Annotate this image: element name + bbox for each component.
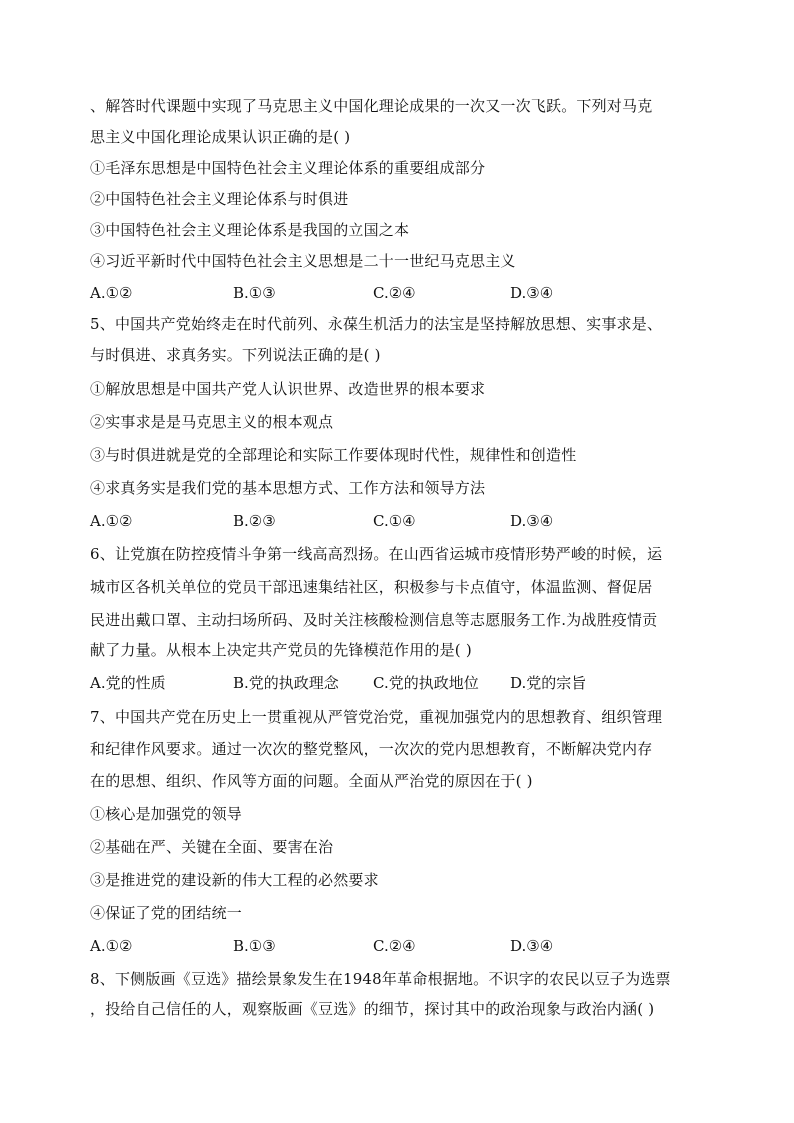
q8-stem-line-2: ，投给自己信任的人，观察版画《豆选》的细节，探讨其中的政治现象与政治内涵( ): [90, 1000, 655, 1018]
q4-option-d: D.③④: [510, 284, 554, 302]
q5-statement-3: ③与时俱进就是党的全部理论和实际工作要体现时代性，规律性和创造性: [90, 446, 577, 464]
q4-statement-1: ①毛泽东思想是中国特色社会主义理论体系的重要组成部分: [90, 159, 486, 177]
q5-statement-2: ②实事求是是马克思主义的根本观点: [90, 413, 334, 431]
q4-statement-2: ②中国特色社会主义理论体系与时俱进: [90, 190, 349, 208]
q4-stem-line-2: 思主义中国化理论成果认识正确的是( ): [90, 128, 351, 146]
q7-stem-line-3: 在的思想、组织、作风等方面的问题。全面从严治党的原因在于( ): [90, 772, 533, 790]
q7-statement-4: ④保证了党的团结统一: [90, 904, 243, 922]
q7-option-d: D.③④: [510, 937, 554, 955]
q6-stem-line-3: 民进出戴口罩、主动扫场所码、及时关注核酸检测信息等志愿服务工作.为战胜疫情贡: [90, 611, 658, 629]
q7-statement-3: ③是推进党的建设新的伟大工程的必然要求: [90, 871, 379, 889]
q5-option-d: D.③④: [510, 512, 554, 530]
q4-statement-4: ④习近平新时代中国特色社会主义思想是二十一世纪马克思主义: [90, 252, 516, 270]
q6-option-d: D.党的宗旨: [510, 674, 587, 692]
q6-stem-line-4: 献了力量。从根本上决定共产党员的先锋模范作用的是( ): [90, 641, 472, 659]
q5-option-b: B.②③: [233, 512, 276, 530]
q7-options: [90, 936, 710, 956]
q6-stem-line-1: 6、让党旗在防控疫情斗争第一线高高烈扬。在山西省运城市疫情形势严峻的时候，运: [90, 545, 663, 563]
q5-stem-line-2: 与时俱进、求真务实。下列说法正确的是( ): [90, 346, 381, 364]
q4-option-a: A.①②: [90, 284, 133, 302]
q5-stem-line-1: 5、中国共产党始终走在时代前列、永葆生机活力的法宝是坚持解放思想、实事求是、: [90, 315, 663, 333]
q4-statement-3: ③中国特色社会主义理论体系是我国的立国之本: [90, 221, 410, 239]
q5-option-a: A.①②: [90, 512, 133, 530]
q5-options: [90, 511, 710, 531]
q7-stem-line-1: 7、中国共产党在历史上一贯重视从严管党治党，重视加强党内的思想教育、组织管理: [90, 708, 663, 726]
q6-options: [90, 673, 710, 693]
q7-statement-1: ①核心是加强党的领导: [90, 805, 243, 823]
q7-option-c: C.②④: [373, 937, 416, 955]
q8-stem-line-1: 8、下侧版画《豆选》描绘景象发生在1948年革命根据地。不识字的农民以豆子为选票: [90, 970, 671, 988]
q4-options: [90, 283, 710, 303]
q7-stem-line-2: 和纪律作风要求。通过一次次的整党整风，一次次的党内思想教育，不断解决党内存: [90, 740, 653, 758]
q5-statement-4: ④求真务实是我们党的基本思想方式、工作方法和领导方法: [90, 479, 486, 497]
q7-option-a: A.①②: [90, 937, 133, 955]
q6-stem-line-2: 城市区各机关单位的党员干部迅速集结社区，积极参与卡点值守，体温监测、督促居: [90, 578, 653, 596]
q7-option-b: B.①③: [233, 937, 276, 955]
q4-option-b: B.①③: [233, 284, 276, 302]
q6-option-a: A.党的性质: [90, 674, 166, 692]
q5-statement-1: ①解放思想是中国共产党人认识世界、改造世界的根本要求: [90, 380, 486, 398]
q4-option-c: C.②④: [373, 284, 416, 302]
q7-statement-2: ②基础在严、关键在全面、要害在治: [90, 838, 334, 856]
q6-option-c: C.党的执政地位: [373, 674, 479, 692]
q5-option-c: C.①④: [373, 512, 416, 530]
q6-option-b: B.党的执政理念: [233, 674, 339, 692]
q4-stem-line-1: 、解答时代课题中实现了马克思主义中国化理论成果的一次又一次飞跃。下列对马克: [90, 97, 653, 115]
